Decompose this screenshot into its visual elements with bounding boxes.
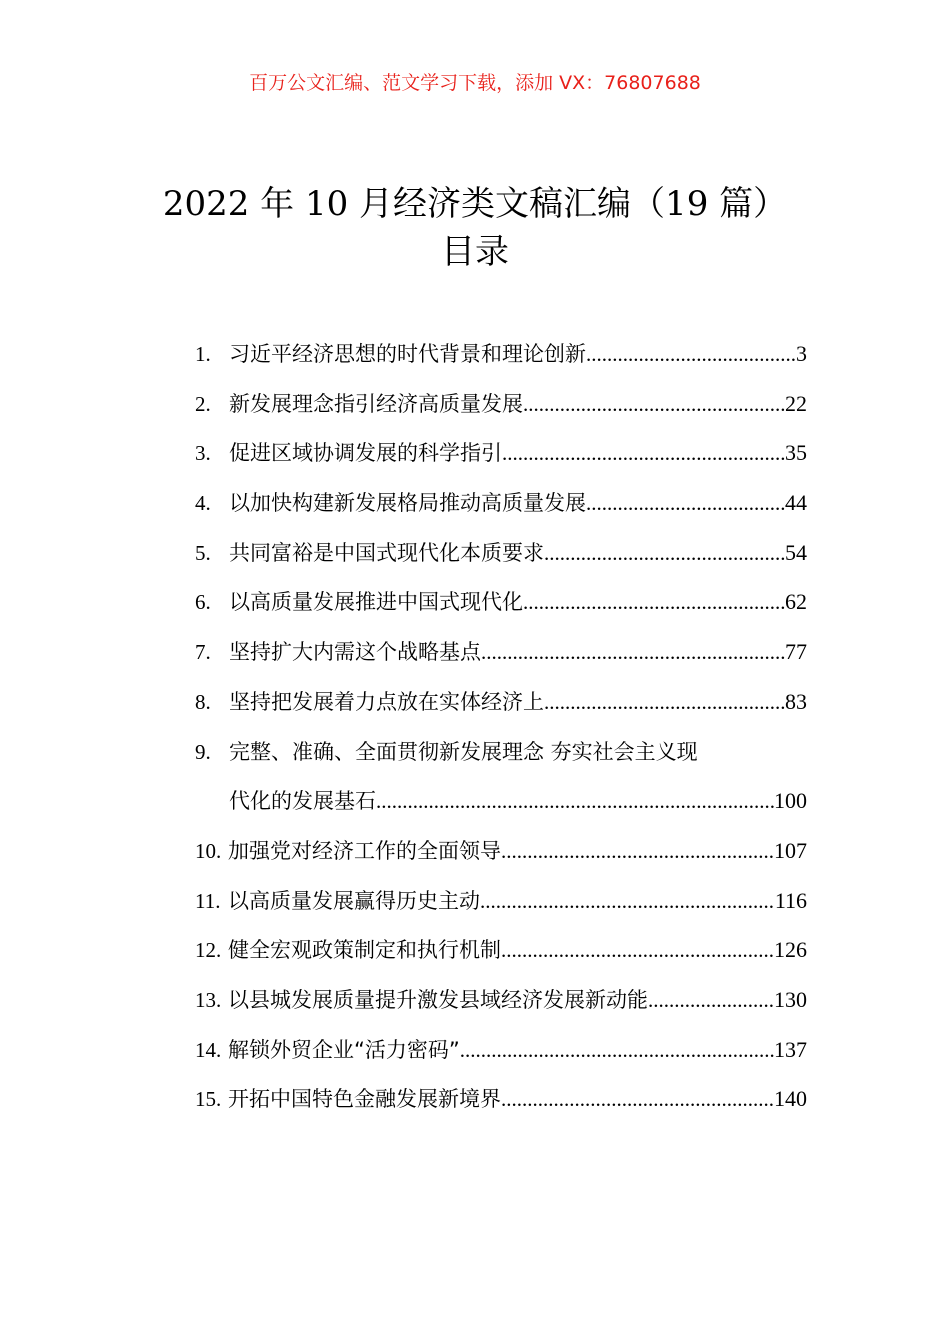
toc-entry-title: 习近平经济思想的时代背景和理论创新 <box>229 342 586 366</box>
toc-entry-number: 13. <box>195 987 222 1012</box>
toc-entry-page: 77 <box>785 639 807 665</box>
toc-entry-continuation[interactable] <box>195 781 807 831</box>
toc-entry-page: 137 <box>774 1036 807 1062</box>
toc-leader-dots <box>523 582 785 622</box>
toc-entry-title: 共同富裕是中国式现代化本质要求 <box>229 540 544 565</box>
document-title: 2022 年 10 月经济类文稿汇编（19 篇） <box>162 184 788 224</box>
toc-entry[interactable] <box>195 384 807 434</box>
toc-entry-title: 以县城发展质量提升激发县域经济发展新动能 <box>228 987 648 1012</box>
toc-entry-page: 54 <box>785 539 807 565</box>
toc-entry-title: 加强党对经济工作的全面领导 <box>228 838 501 863</box>
header-note: 百万公文汇编、范文学习下载，添加 VX：76807688 <box>249 72 701 94</box>
toc-leader-dots <box>502 433 785 473</box>
toc-leader-dots <box>523 384 785 424</box>
toc-leader-dots <box>376 781 774 821</box>
toc-entry[interactable] <box>195 881 807 931</box>
toc-leader-dots <box>586 334 796 374</box>
toc-entry[interactable] <box>195 831 807 881</box>
toc-entry-page: 35 <box>785 440 807 466</box>
toc-leader-dots <box>586 483 785 523</box>
toc-entry[interactable] <box>195 433 807 483</box>
toc-leader-dots <box>460 1030 774 1070</box>
toc-entry-page: 126 <box>774 937 807 963</box>
toc-entry-title: 解锁外贸企业“活力密码” <box>228 1037 460 1062</box>
toc-leader-dots <box>544 682 785 722</box>
toc-entry-number: 10. <box>195 838 222 863</box>
toc-entry[interactable] <box>195 930 807 980</box>
toc-entry-number: 6. <box>195 590 211 615</box>
toc-entry-title: 新发展理念指引经济高质量发展 <box>229 391 523 416</box>
toc-entry-number: 8. <box>195 689 211 714</box>
toc-entry-title: 开拓中国特色金融发展新境界 <box>228 1087 501 1112</box>
toc-leader-dots <box>501 930 774 970</box>
toc-entry[interactable] <box>195 1079 807 1129</box>
toc-entry-title: 健全宏观政策制定和执行机制 <box>228 938 501 963</box>
toc-entry-title: 坚持扩大内需这个战略基点 <box>229 640 481 665</box>
toc-entry-number: 11. <box>195 888 221 913</box>
toc-entry-page: 83 <box>785 688 807 714</box>
toc-entry-title: 以高质量发展赢得历史主动 <box>228 888 480 913</box>
toc-entry-page: 130 <box>774 986 807 1012</box>
toc-entry-page: 107 <box>774 837 807 863</box>
toc-entry-title: 以加快构建新发展格局推动高质量发展 <box>229 491 586 516</box>
toc-entry[interactable] <box>195 582 807 632</box>
toc-entry[interactable] <box>195 334 807 384</box>
toc-entry-page: 100 <box>774 788 807 814</box>
toc-heading: 目录 <box>441 232 509 272</box>
toc-entry-number: 5. <box>195 540 211 565</box>
toc-leader-dots <box>481 632 785 672</box>
toc-entry-page: 3 <box>796 341 807 366</box>
toc-entry-page: 62 <box>785 589 807 615</box>
toc-entry[interactable] <box>195 632 807 682</box>
toc-entry[interactable] <box>195 483 807 533</box>
toc-entry-number: 9. <box>195 739 211 764</box>
toc-entry-page: 44 <box>785 490 807 516</box>
toc-leader-dots <box>501 831 774 871</box>
toc-entry-page: 22 <box>785 390 807 416</box>
toc-entry-number: 3. <box>195 441 211 466</box>
toc-entry-title: 促进区域协调发展的科学指引 <box>229 441 502 466</box>
toc-entry[interactable] <box>195 533 807 583</box>
toc-entry-number: 15. <box>195 1087 222 1112</box>
toc-entry-number: 2. <box>195 391 211 416</box>
toc-leader-dots <box>544 533 785 573</box>
toc-entry-number: 12. <box>195 938 222 963</box>
toc-entry-title: 完整、准确、全面贯彻新发展理念 夯实社会主义现 <box>229 739 698 764</box>
toc-leader-dots <box>501 1079 774 1119</box>
table-of-contents <box>195 334 807 1129</box>
toc-entry-number: 14. <box>195 1037 222 1062</box>
toc-entry-page: 116 <box>774 887 807 913</box>
toc-entry[interactable] <box>195 1030 807 1080</box>
toc-entry-number: 7. <box>195 640 211 665</box>
toc-entry[interactable] <box>195 980 807 1030</box>
toc-entry-title: 以高质量发展推进中国式现代化 <box>229 590 523 615</box>
toc-entry[interactable] <box>195 682 807 732</box>
toc-leader-dots <box>648 980 774 1020</box>
toc-entry-title: 坚持把发展着力点放在实体经济上 <box>229 689 544 714</box>
toc-entry-title-continued: 代化的发展基石 <box>229 789 376 814</box>
toc-entry-page: 140 <box>774 1086 807 1112</box>
toc-entry[interactable] <box>195 732 807 782</box>
toc-entry-number: 4. <box>195 491 211 516</box>
toc-entry-number: 1. <box>195 342 211 366</box>
toc-leader-dots <box>480 881 775 921</box>
